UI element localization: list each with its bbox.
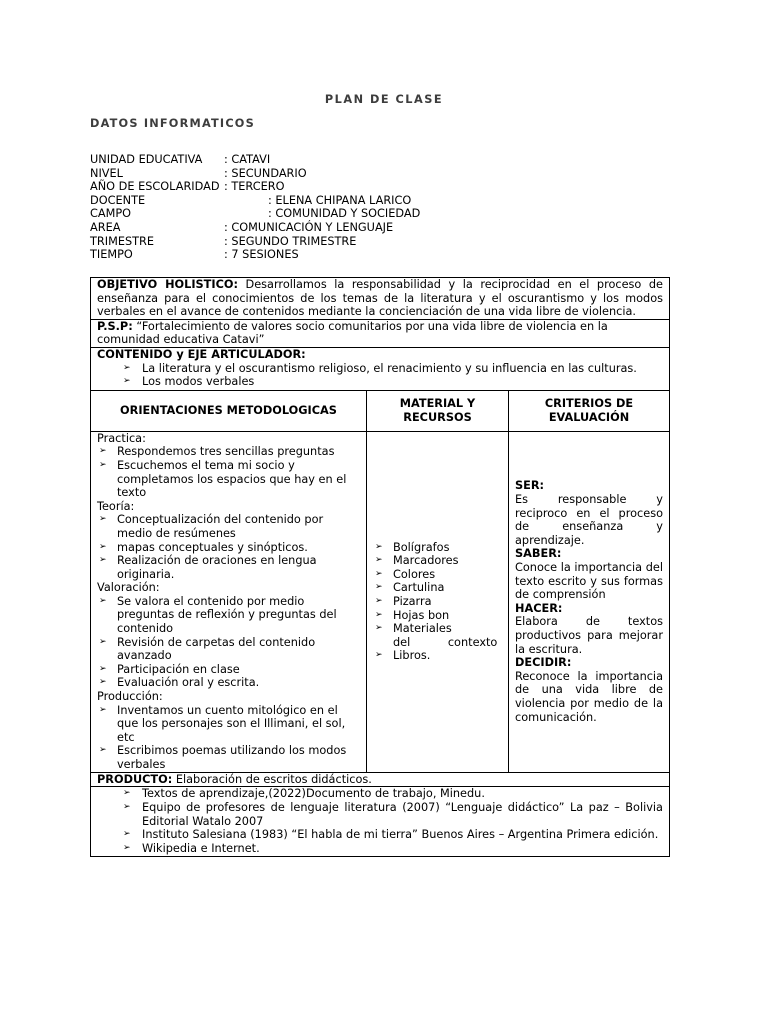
list-item: ➢ Textos de aprendizaje,(2022)Documento de trabajo, Minedu. [97, 787, 663, 801]
list-item: ➢ Materiales del contexto [373, 622, 502, 649]
saber-label: SABER: [515, 547, 562, 561]
producto-label: PRODUCTO: [97, 772, 173, 786]
list-item: ➢ Equipo de profesores de lenguaje literatura (2007) “Lenguaje didáctico” La paz – Bolivia Editorial Watalo 2007 [97, 801, 663, 828]
list-item: ➢ Colores [373, 568, 502, 582]
info-label: UNIDAD EDUCATIVA [90, 153, 203, 166]
info-value: : CATAVI [224, 153, 271, 166]
bibliografia-list [97, 787, 663, 855]
psp-text: “Fortalecimiento de valores socio comunitarios por una vida libre de violencia en la comunidad educativa Catavi” [97, 319, 608, 347]
list-item: ➢ Participación en clase [97, 663, 360, 677]
info-value: : COMUNICACIÓN Y LENGUAJE [224, 220, 394, 234]
info-value: : TERCERO [224, 180, 285, 194]
list-item: ➢ Libros. [373, 649, 502, 663]
plan-table [90, 277, 670, 857]
teoria-list [97, 513, 360, 581]
bibliografia-section [91, 787, 669, 856]
ser-label: SER: [515, 479, 545, 493]
page-title: PLAN DE CLASE [324, 93, 444, 106]
info-value: : ELENA CHIPANA LARICO [268, 193, 412, 207]
producto-text: Elaboración de escritos didácticos. [172, 772, 372, 786]
header-material: MATERIAL Y RECURSOS [367, 391, 509, 431]
contenido-label: CONTENIDO y EJE ARTICULADOR: [97, 347, 306, 361]
contenido-list [97, 362, 663, 389]
list-item: ➢ Respondemos tres sencillas preguntas [97, 445, 360, 459]
contenido-section [91, 348, 669, 391]
list-item: ➢ Bolígrafos [373, 541, 502, 555]
info-label: AÑO DE ESCOLARIDAD [90, 180, 220, 194]
objetivo-text: Desarrollamos la responsabilidad y la reciprocidad en el proceso de enseñanza para el conocimientos de los temas de la literatura y el oscurantismo y los modos verbales en el avance de contenidos mediante la concienciación de una vida libre de violencia. [97, 278, 663, 319]
list-item: ➢ Evaluación oral y escrita. [97, 676, 360, 690]
info-value: : SEGUNDO TRIMESTRE [224, 234, 357, 248]
header-row [91, 391, 669, 432]
valoracion-list [97, 595, 360, 690]
produccion-list [97, 704, 360, 772]
list-item: ➢ La literatura y el oscurantismo religioso, el renacimiento y su influencia en las culturas. [97, 362, 663, 376]
teoria-label: Teoría: [97, 499, 135, 513]
content-row [91, 432, 669, 773]
info-label: TRIMESTRE [90, 234, 155, 248]
list-item: ➢ Se valora el contenido por medio preguntas de reflexión y preguntas del contenido [97, 595, 360, 636]
header-orientaciones: ORIENTACIONES METODOLOGICAS [91, 391, 367, 431]
list-item: ➢ Escuchemos el tema mi socio y completamos los espacios que hay en el texto [97, 459, 360, 500]
psp-label: P.S.P: [97, 319, 133, 333]
info-value: : SECUNDARIO [224, 166, 307, 180]
objetivo-section [91, 278, 669, 320]
info-label: AREA [90, 220, 121, 234]
criterios-content [515, 479, 663, 724]
info-label: CAMPO [90, 207, 132, 221]
list-item: ➢ Cartulina [373, 581, 502, 595]
hacer-text: Elabora de textos productivos para mejorar la escritura. [515, 615, 663, 656]
list-item: ➢ Instituto Salesiana (1983) “El habla de mi tierra” Buenos Aires – Argentina Primera edición. [97, 828, 663, 842]
list-item: ➢ Marcadores [373, 554, 502, 568]
ser-text: Es responsable y reciproco en el proceso de enseñanza y aprendizaje. [515, 493, 663, 547]
material-list [373, 541, 502, 663]
hacer-label: HACER: [515, 601, 563, 615]
material-cell [367, 432, 509, 772]
objetivo-label: OBJETIVO HOLISTICO: [97, 278, 238, 291]
decidir-text: Reconoce la importancia de una vida libre de violencia por medio de la comunicación. [515, 669, 663, 724]
list-item: ➢ Inventamos un cuento mitológico en el que los personajes son el Illimani, el sol, etc [97, 704, 360, 745]
info-label: DOCENTE [90, 193, 146, 207]
section-subtitle: DATOS INFORMATICOS [90, 117, 255, 130]
info-value: : COMUNIDAD Y SOCIEDAD [268, 207, 421, 221]
list-item: ➢ Revisión de carpetas del contenido avanzado [97, 636, 360, 663]
list-item: ➢ Wikipedia e Internet. [97, 842, 663, 856]
list-item: ➢ Pizarra [373, 595, 502, 609]
criterios-cell [509, 432, 669, 772]
list-item: ➢ Realización de oraciones en lengua originaria. [97, 554, 360, 581]
saber-text: Conoce la importancia del texto escrito y sus formas de comprensión [515, 560, 663, 602]
orientaciones-cell [91, 432, 367, 772]
list-item: ➢ Hojas bon [373, 609, 502, 623]
info-value: : 7 SESIONES [224, 248, 299, 262]
info-label: TIEMPO [90, 248, 133, 262]
list-item: ➢ mapas conceptuales y sinópticos. [97, 541, 360, 555]
list-item: ➢ Los modos verbales [97, 375, 663, 389]
practica-label: Practica: [97, 431, 146, 445]
produccion-label: Producción: [97, 690, 163, 704]
decidir-label: DECIDIR: [515, 656, 572, 670]
list-item: ➢ Conceptualización del contenido por medio de resúmenes [97, 513, 360, 540]
valoracion-label: Valoración: [97, 581, 160, 595]
header-criterios: CRITERIOS DE EVALUACIÓN [544, 397, 634, 424]
practica-list [97, 445, 360, 499]
producto-section [91, 773, 669, 788]
psp-section [91, 320, 669, 348]
info-label: NIVEL [90, 166, 123, 180]
list-item: ➢ Escribimos poemas utilizando los modos verbales [97, 744, 360, 771]
